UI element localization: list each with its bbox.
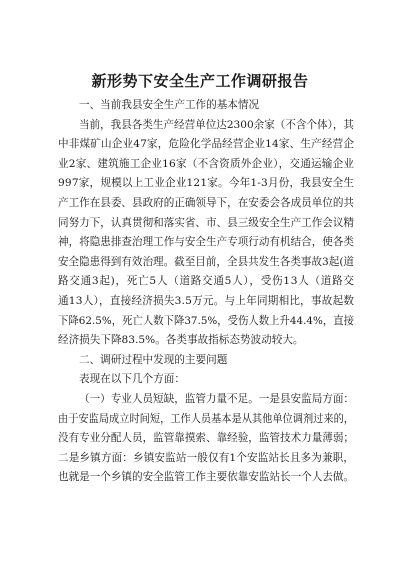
text-line: [58, 155, 354, 175]
text-line-content: 神，将隐患排查治理工作与安全生产专项行动有机结合，使各类: [58, 236, 354, 249]
text-line: [58, 370, 354, 390]
text-line: [58, 214, 354, 234]
text-line-content: 通13人），直接经济损失3.5万元。与上年同期相比，事故起数: [58, 294, 355, 307]
document-body: [58, 96, 354, 488]
text-line: [58, 351, 354, 371]
text-line: [58, 96, 354, 116]
text-line: [58, 410, 354, 430]
text-line-content: 一、当前我县安全生产工作的基本情况: [79, 99, 260, 111]
text-line: [58, 449, 354, 469]
text-line-content: 业2家、建筑施工企业16家（不含资质外企业），交通运输企业: [58, 157, 355, 170]
text-line-content: 当前，我县各类生产经营单位达2300余家（不含个体），其: [79, 118, 354, 131]
text-line: [58, 429, 354, 449]
text-line: [58, 292, 354, 312]
text-line: [58, 135, 354, 155]
text-line-content: 表现在以下几个方面：: [79, 373, 185, 386]
text-line-content: 路交通3起)，死亡5人（道路交通5人），受伤13人（道路交: [58, 275, 355, 288]
text-line-content: 同努力下，认真贯彻和落实省、市、县三级安全生产工作会议精: [58, 216, 354, 229]
text-line: [58, 272, 354, 292]
text-line-content: 997家，规模以上工业企业121家。今年1-3月份，我县安全生: [58, 177, 355, 190]
text-line: [58, 312, 354, 332]
text-line-content: 下降62.5%，死亡人数下降37.5%，受伤人数上升44.4%，直接: [58, 314, 354, 327]
text-line: [58, 468, 354, 488]
text-line: [58, 253, 354, 273]
text-line: [58, 116, 354, 136]
text-line-content: （一）专业人员短缺，监管力量不足。一是县安监局方面：: [79, 392, 354, 405]
text-line-content: 没有专业分配人员，监管靠摸索、靠经验，监管技术力量薄弱；: [58, 432, 354, 445]
text-line-content: 中非煤矿山企业47家，危险化学品经营企业14家、生产经营企: [58, 138, 355, 151]
text-line-content: 二是乡镇方面：乡镇安监站一般仅有1个安监站长且多为兼职，: [58, 451, 355, 464]
text-line: [58, 174, 354, 194]
text-line-content: 由于安监局成立时间短，工作人员基本是从其他单位调剂过来的，: [58, 412, 354, 425]
text-line: [58, 390, 354, 410]
text-line-content: 二、调研过程中发现的主要问题: [79, 353, 228, 366]
text-line-content: 安全隐患得到有效治理。截至目前，全县共发生各类事故3起(道: [58, 255, 354, 268]
text-line-content: 产工作在县委、县政府的正确领导下，在安委会各成员单位的共: [58, 196, 354, 209]
text-line: [58, 331, 354, 351]
text-line-content: 也就是一个乡镇的安全监管工作主要依靠安监站长一个人去做。: [58, 471, 354, 484]
text-line-content: 经济损失下降83.5%。各类事故指标态势波动较大。: [58, 334, 304, 347]
document-title: 新形势下安全生产工作调研报告: [91, 72, 309, 90]
text-line: [58, 194, 354, 214]
text-line: [58, 233, 354, 253]
